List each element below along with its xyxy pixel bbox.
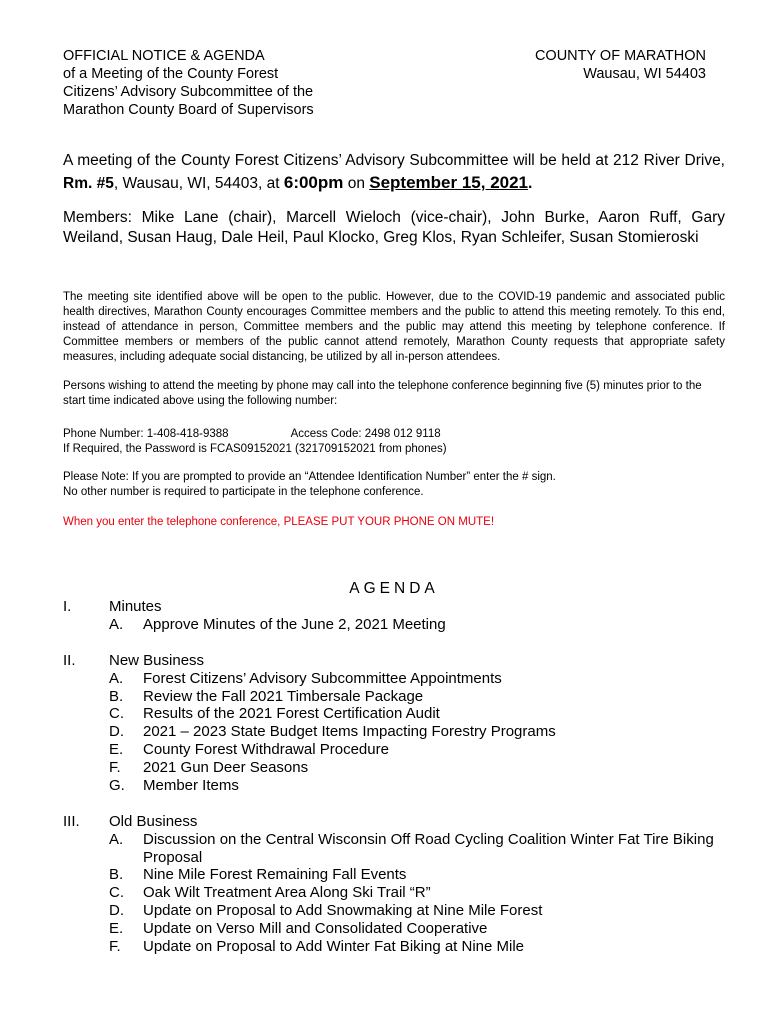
item-letter: A. [109, 615, 124, 633]
meeting-date: September 15, 2021 [369, 173, 529, 192]
phone-password: If Required, the Password is FCAS09152021 (321709152021 from phones) [63, 443, 447, 455]
agenda-item [109, 688, 725, 706]
item-text: Review the Fall 2021 Timbersale Package [143, 687, 424, 705]
section-number: II. [63, 652, 76, 669]
access-code: Access Code: 2498 012 9118 [290, 428, 441, 440]
agenda-item [109, 705, 725, 723]
item-letter: A. [109, 669, 124, 687]
attendee-note [63, 470, 725, 500]
mute-warning: When you enter the telephone conference, PLEASE PUT YOUR PHONE ON MUTE! [63, 516, 495, 528]
agenda-item [109, 723, 725, 741]
phone-intro: Persons wishing to attend the meeting by phone may call into the telephone conference beginning five (5) minutes prior to the start time indicated above using the following number: [63, 380, 702, 407]
agenda-item [109, 670, 725, 688]
agenda-item [109, 777, 725, 795]
item-text: Update on Verso Mill and Consolidated Cooperative [143, 919, 488, 937]
section-title: Old Business [109, 813, 198, 830]
item-text: Member Items [143, 776, 239, 794]
intro-end: . [528, 175, 533, 192]
item-text: Results of the 2021 Forest Certification Audit [143, 705, 440, 723]
agenda-item [109, 831, 725, 867]
item-text: Oak Wilt Treatment Area Along Ski Trail “R” [143, 884, 431, 902]
agenda-item [109, 902, 725, 920]
item-text: County Forest Withdrawal Procedure [143, 740, 389, 758]
item-text: Forest Citizens’ Advisory Subcommittee Appointments [143, 669, 502, 687]
item-text: Discussion on the Central Wisconsin Off Road Cycling Coalition Winter Fat Tire Biking Proposal [143, 830, 714, 866]
county-address: Wausau, WI 54403 [583, 66, 706, 82]
section-number: I. [63, 598, 72, 615]
agenda-item [109, 741, 725, 759]
meeting-time: 6:00pm [283, 173, 344, 192]
item-text: Update on Proposal to Add Winter Fat Biking at Nine Mile [143, 937, 525, 955]
agenda-item [109, 920, 725, 938]
header-line: OFFICIAL NOTICE & AGENDA [63, 48, 265, 64]
covid-notice: The meeting site identified above will be open to the public. However, due to the COVID-19 pandemic and associated public health directives, Marathon County encourages Committee members and the public to attend this meeting remotely. To this end, instead of attendance in person, Committee members and the public may attend this meeting by telephone conference. If Committee members or members of the public cannot attend remotely, Marathon County requests that appropriate safety measures, including adequate social distancing, be utilized by all in-person attendees. [63, 291, 725, 363]
item-text: Nine Mile Forest Remaining Fall Events [143, 866, 407, 884]
section-title: Minutes [109, 598, 162, 615]
item-letter: A. [109, 830, 124, 848]
item-letter: E. [109, 740, 124, 758]
agenda-item [109, 616, 725, 634]
note-line: No other number is required to participate in the telephone conference. [63, 486, 424, 498]
intro-text: A meeting of the County Forest Citizens’ Advisory Subcommittee will be held at 212 River Drive, [63, 152, 725, 169]
agenda-item [109, 938, 725, 956]
county-header [535, 47, 706, 83]
item-letter: C. [109, 884, 124, 902]
item-letter: G. [109, 776, 125, 794]
item-letter: D. [109, 723, 124, 741]
note-line: Please Note: If you are prompted to provide an “Attendee Identification Number” enter the # sign. [63, 471, 556, 483]
intro-text: , Wausau, WI, 54403, at [113, 175, 284, 192]
item-letter: F. [109, 758, 121, 776]
phone-number: Phone Number: 1-408-418-9388 [63, 428, 229, 440]
notice-header [63, 47, 314, 119]
section-number: III. [63, 813, 80, 830]
meeting-intro [63, 150, 725, 195]
item-letter: C. [109, 705, 124, 723]
item-text: Approve Minutes of the June 2, 2021 Meeting [143, 615, 446, 633]
phone-details [63, 427, 725, 457]
item-letter: F. [109, 937, 121, 955]
agenda-item [109, 866, 725, 884]
header-line: Marathon County Board of Supervisors [63, 102, 314, 118]
agenda-item [109, 759, 725, 777]
item-letter: B. [109, 687, 124, 705]
item-text: Update on Proposal to Add Snowmaking at Nine Mile Forest [143, 901, 543, 919]
agenda-item [109, 884, 725, 902]
county-name: COUNTY OF MARATHON [534, 48, 706, 64]
agenda-title: AGENDA [349, 580, 439, 597]
item-letter: D. [109, 901, 124, 919]
meeting-room: Rm. #5 [63, 175, 114, 192]
header-line: of a Meeting of the County Forest [63, 66, 279, 82]
intro-text: on [343, 175, 370, 192]
item-text: 2021 – 2023 State Budget Items Impacting Forestry Programs [143, 723, 556, 741]
members-list: Members: Mike Lane (chair), Marcell Wieloch (vice-chair), John Burke, Aaron Ruff, Gary Weiland, Susan Haug, Dale Heil, Paul Klocko, Greg Klos, Ryan Schleifer, Susan Stomieroski [63, 209, 725, 246]
item-letter: B. [109, 866, 124, 884]
item-text: 2021 Gun Deer Seasons [143, 758, 309, 776]
header-line: Citizens’ Advisory Subcommittee of the [63, 84, 314, 100]
item-letter: E. [109, 919, 124, 937]
section-title: New Business [109, 652, 205, 669]
